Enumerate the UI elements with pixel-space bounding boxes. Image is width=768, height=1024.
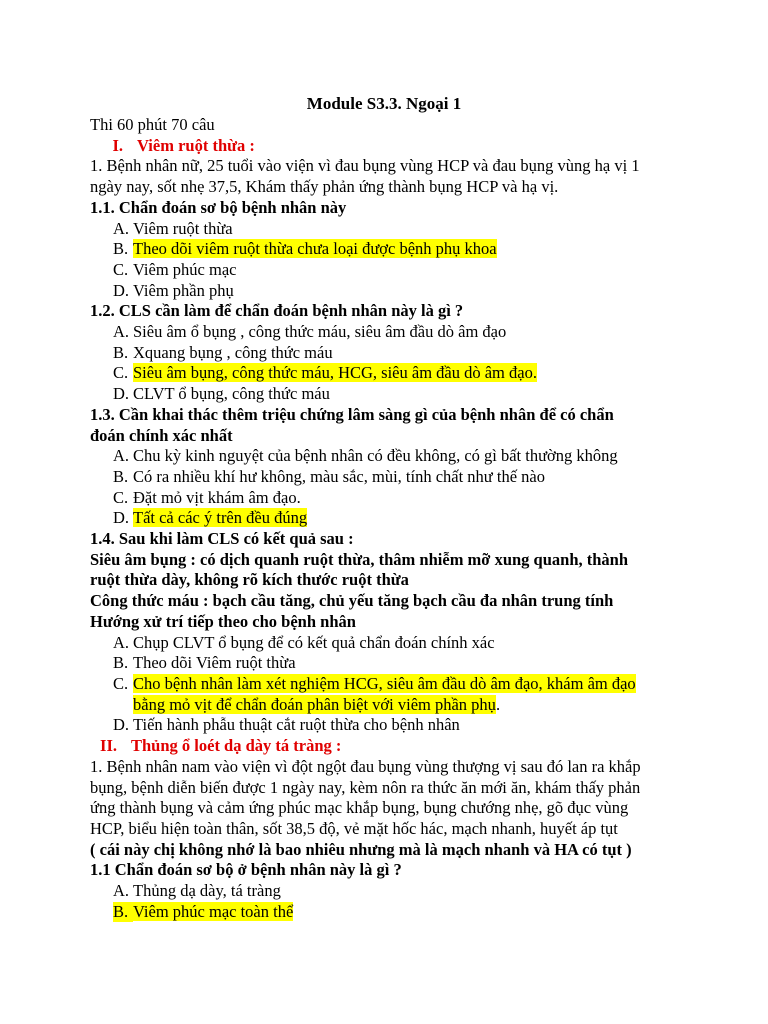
section-heading-1 xyxy=(90,136,690,157)
option-d: D. Tất cả các ý trên đều đúng xyxy=(113,508,308,528)
case-intro-line: HCP, biểu hiện toàn thân, sốt 38,5 độ, vẻ mặt hốc hác, mạch nhanh, huyết áp tụt xyxy=(90,818,618,838)
case-intro-line: ứng thành bụng và cảm ứng phúc mạc khắp bụng, bụng chướng nhẹ, gõ đục vùng xyxy=(90,798,629,818)
option-b: B. Viêm phúc mạc toàn thể xyxy=(113,901,294,921)
option-b: B. Theo dõi viêm ruột thừa chưa loại được bệnh phụ khoa xyxy=(113,239,497,259)
lab-result-blood: Công thức máu : bạch cầu tăng, chủ yếu tăng bạch cầu đa nhân trung tính xyxy=(90,591,614,611)
case-intro-line: bụng, bệnh diễn biến được 1 ngày nay, kèm nôn ra thức ăn mới ăn, khám thấy phản xyxy=(90,777,641,797)
highlighted-answer: Theo dõi viêm ruột thừa chưa loại được bệnh phụ khoa xyxy=(133,239,497,259)
option-b: B. Xquang bụng , công thức máu xyxy=(113,342,333,362)
answer-period: . xyxy=(495,694,501,714)
option-d: D. Viêm phần phụ xyxy=(113,280,234,300)
highlighted-answer-cont: bằng mỏ vịt để chẩn đoán phân biệt với viêm phần phụ xyxy=(133,694,496,714)
option-a: A. Chu kỳ kinh nguyệt của bệnh nhân có đều không, có gì bất thường không xyxy=(113,446,618,466)
question-1-3: 1.3. Cần khai thác thêm triệu chứng lâm sàng gì của bệnh nhân để có chẩn xyxy=(90,404,614,424)
question-1-1: 1.1. Chẩn đoán sơ bộ bệnh nhân này xyxy=(90,197,347,217)
question-1-2: 1.2. CLS cần làm để chẩn đoán bệnh nhân này là gì ? xyxy=(90,301,464,321)
section-number: II. xyxy=(100,736,117,756)
question-1-3-cont: đoán chính xác nhất xyxy=(90,425,233,445)
option-a: A. Siêu âm ổ bụng , công thức máu, siêu âm đầu dò âm đạo xyxy=(113,322,507,342)
option-b: B. Theo dõi Viêm ruột thừa xyxy=(113,653,296,673)
page-title: Module S3.3. Ngoại 1 xyxy=(306,94,462,113)
question-1-4: 1.4. Sau khi làm CLS có kết quả sau : xyxy=(90,529,354,549)
exam-info: Thi 60 phút 70 câu xyxy=(90,115,215,134)
case-intro-line: 1. Bệnh nhân nữ, 25 tuổi vào viện vì đau bụng vùng HCP và đau bụng vùng hạ vị 1 xyxy=(90,156,640,176)
option-b: B. Có ra nhiều khí hư không, màu sắc, mùi, tính chất như thế nào xyxy=(113,466,545,486)
question-2-1: 1.1 Chẩn đoán sơ bộ ở bệnh nhân này là gì ? xyxy=(90,860,402,880)
highlighted-answer: Siêu âm bụng, công thức máu, HCG, siêu âm đầu dò âm đạo. xyxy=(133,363,537,383)
option-a: A. Viêm ruột thừa xyxy=(113,218,233,238)
option-d: D. CLVT ổ bụng, công thức máu xyxy=(113,384,330,404)
case-intro-line: ngày nay, sốt nhẹ 37,5, Khám thấy phản ứng thành bụng HCP và hạ vị. xyxy=(90,177,559,197)
section-label: Viêm ruột thừa : xyxy=(137,135,255,155)
section-heading-2 xyxy=(84,736,690,757)
option-c: C. Viêm phúc mạc xyxy=(113,259,237,279)
management-question: Hướng xử trí tiếp theo cho bệnh nhân xyxy=(90,611,356,631)
lab-result-ultrasound: Siêu âm bụng : có dịch quanh ruột thừa, thâm nhiễm mỡ xung quanh, thành xyxy=(90,549,629,569)
option-c: C. Siêu âm bụng, công thức máu, HCG, siêu âm đầu dò âm đạo. xyxy=(113,363,537,383)
option-d: D. Tiến hành phẫu thuật cắt ruột thừa cho bệnh nhân xyxy=(113,715,460,735)
case-note: ( cái này chị không nhớ là bao nhiêu nhưng mà là mạch nhanh và HA có tụt ) xyxy=(90,839,632,859)
case-intro-line: 1. Bệnh nhân nam vào viện vì đột ngột đau bụng vùng thượng vị sau đó lan ra khắp xyxy=(90,756,641,776)
option-a: A. Chụp CLVT ổ bụng để có kết quả chẩn đoán chính xác xyxy=(113,632,495,652)
highlighted-answer: Viêm phúc mạc toàn thể xyxy=(133,901,294,921)
lab-result-ultrasound-cont: ruột thừa dày, không rõ kích thước ruột thừa xyxy=(90,570,409,590)
section-number: I. xyxy=(112,135,123,155)
option-c: C. Đặt mỏ vịt khám âm đạo. xyxy=(113,487,301,507)
option-a: A. Thủng dạ dày, tá tràng xyxy=(113,881,281,901)
section-label: Thủng ổ loét dạ dày tá tràng : xyxy=(131,736,342,756)
option-c: C. Cho bệnh nhân làm xét nghiệm HCG, siêu âm đầu dò âm đạo, khám âm đạo bằng mỏ vịt để chẩn đoán phân biệt với viêm phần phụ. xyxy=(113,673,636,714)
highlighted-answer: Cho bệnh nhân làm xét nghiệm HCG, siêu âm đầu dò âm đạo, khám âm đạo xyxy=(133,673,636,693)
highlighted-answer: Tất cả các ý trên đều đúng xyxy=(133,508,308,528)
document-body xyxy=(90,115,690,922)
